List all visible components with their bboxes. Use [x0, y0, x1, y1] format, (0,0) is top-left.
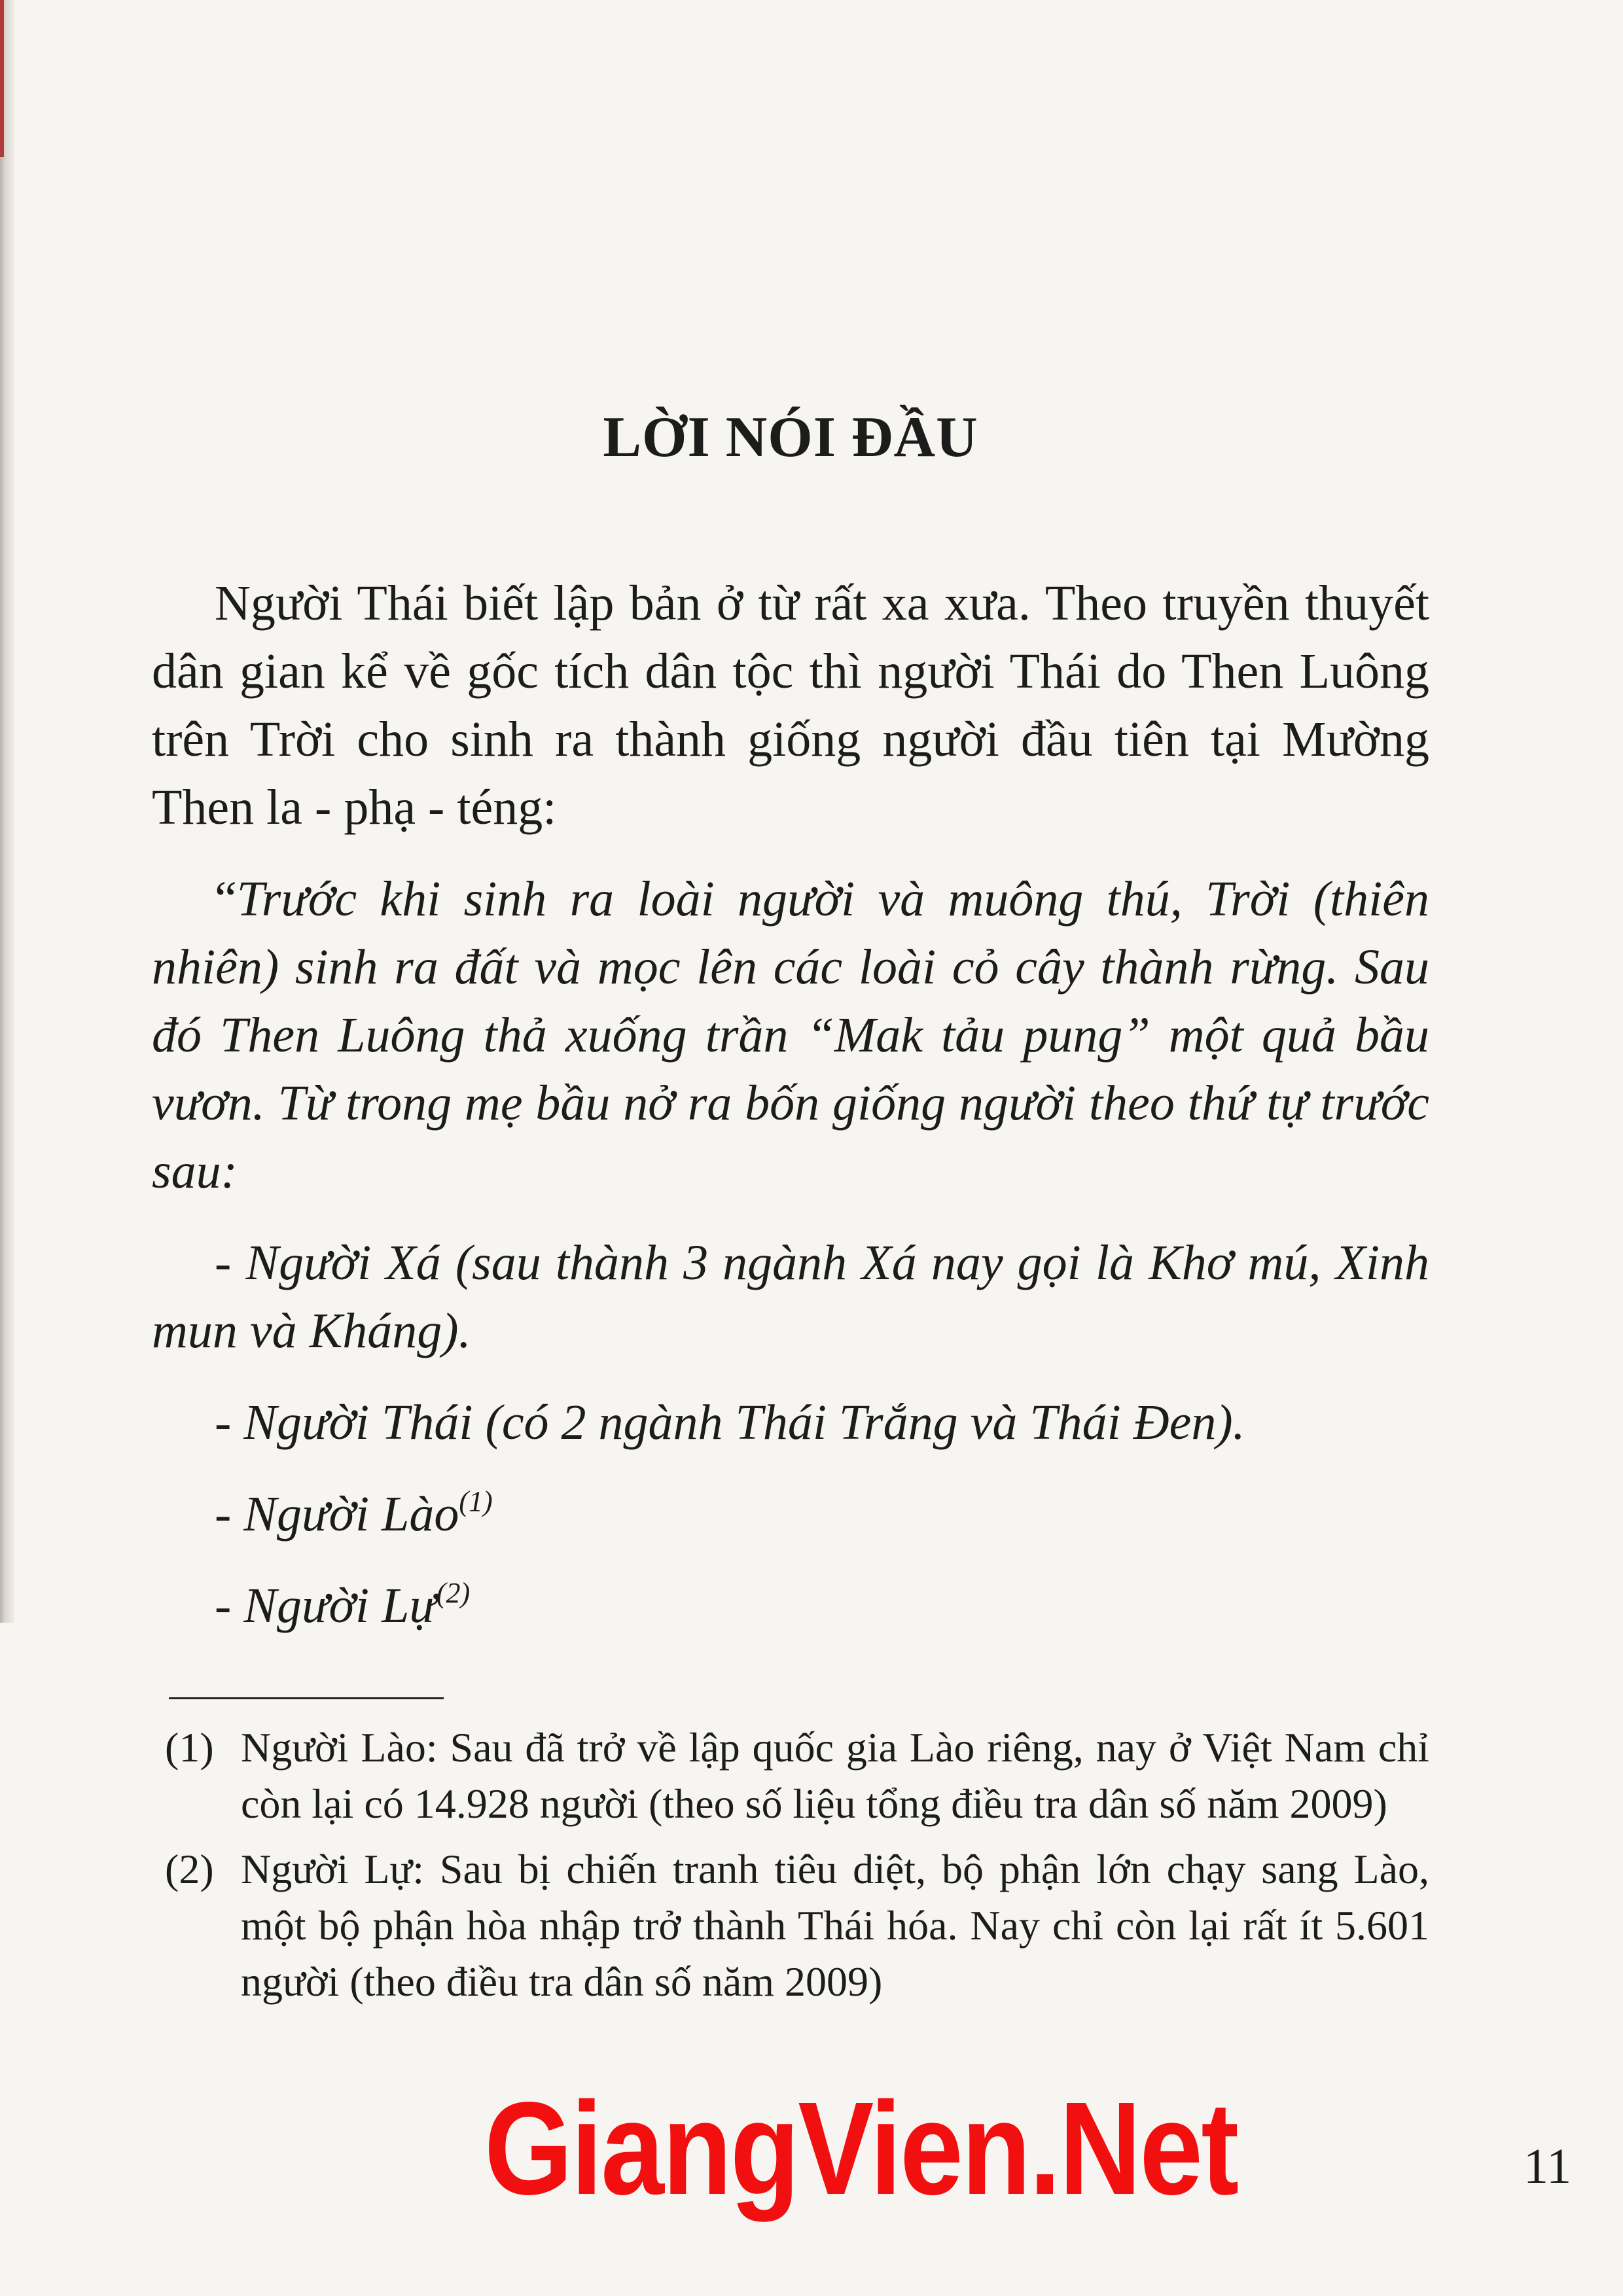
- body-text: [152, 569, 1429, 1640]
- footnote-number: (2): [165, 1846, 214, 1892]
- footnotes: [165, 1720, 1429, 2019]
- list-item: [152, 1229, 1429, 1365]
- page-number: 11: [1524, 2139, 1572, 2194]
- intro-paragraph: Người Thái biết lập bản ở từ rất xa xưa. Theo truyền thuyết dân gian kể về gốc tích dân tộc thì người Thái do Then Luông trên Trời cho sinh ra thành giống người đầu tiên tại Mường Then la - phạ - téng:: [152, 576, 1429, 835]
- book-page: [152, 0, 1572, 2296]
- footnote-text: Người Lào: Sau đã trở về lập quốc gia Lào riêng, nay ở Việt Nam chỉ còn lại có 14.928 người (theo số liệu tổng điều tra dân số năm 2009): [241, 1724, 1429, 1827]
- quote-text: Trước khi sinh ra loài người và muông thú, Trời (thiên nhiên) sinh ra đất và mọc lên các loài cỏ cây thành rừng. Sau đó Then Luông thả xuống trần “Mak tảu pung” một quả bầu vươn. Từ trong mẹ bầu nở ra bốn giống người theo thứ tự trước sau:: [152, 872, 1429, 1199]
- list-item-text: - Người Xá (sau thành 3 ngành Xá nay gọi là Khơ mú, Xinh mun và Kháng).: [152, 1235, 1429, 1358]
- book-spine-edge: [0, 0, 14, 1623]
- footnote-text: Người Lự: Sau bị chiến tranh tiêu diệt, bộ phận lớn chạy sang Lào, một bộ phận hòa nhập trở thành Thái hóa. Nay chỉ còn lại rất ít 5.601 người (theo điều tra dân số năm 2009): [241, 1846, 1429, 2005]
- list-item-text: - Người Thái (có 2 ngành Thái Trắng và Thái Đen).: [215, 1395, 1245, 1450]
- footnote: [165, 1841, 1429, 2010]
- page-heading: LỜI NÓI ĐẦU: [603, 406, 978, 469]
- list-item: [152, 1572, 1429, 1640]
- list-item: [152, 1480, 1429, 1548]
- footnote-divider: [169, 1697, 444, 1699]
- footnote: [165, 1720, 1429, 1832]
- list-item-text: - Người Lự: [215, 1578, 437, 1633]
- footnote-number: (1): [165, 1724, 214, 1771]
- spine-red-mark: [0, 0, 4, 157]
- quote-open-mark: “: [215, 872, 237, 927]
- legend-quote: [152, 865, 1429, 1205]
- site-watermark: GiangVien.Net: [484, 2074, 1238, 2222]
- footnote-reference: (2): [436, 1577, 471, 1609]
- list-item-text: - Người Lào: [215, 1487, 459, 1542]
- footnote-reference: (1): [459, 1485, 493, 1517]
- list-item: [152, 1388, 1429, 1457]
